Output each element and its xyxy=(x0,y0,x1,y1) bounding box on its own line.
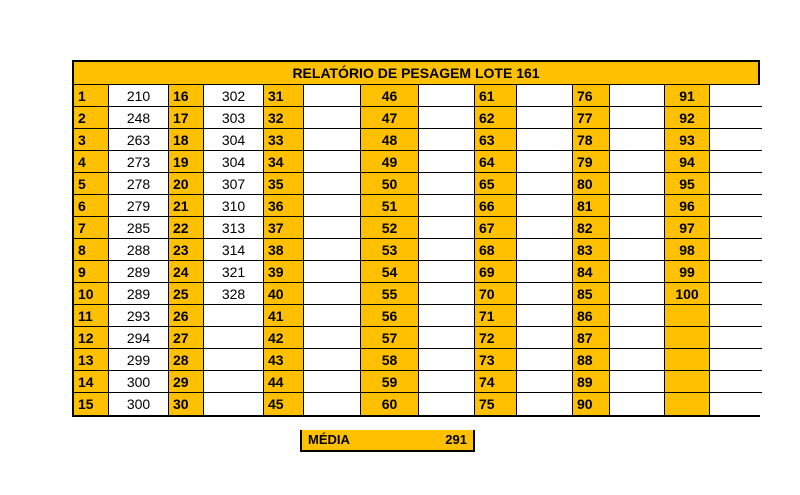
animal-number-cell: 75 xyxy=(475,393,517,415)
weight-cell xyxy=(419,151,475,173)
animal-number-cell: 82 xyxy=(573,217,610,239)
animal-number-cell: 53 xyxy=(361,239,419,261)
weight-cell xyxy=(304,393,361,415)
weight-cell xyxy=(204,393,264,415)
animal-number-cell: 44 xyxy=(264,371,304,393)
weight-cell xyxy=(517,173,573,195)
weight-cell: 321 xyxy=(204,261,264,283)
weight-cell: 263 xyxy=(109,129,169,151)
column-group-2 xyxy=(169,85,264,415)
animal-number-cell: 52 xyxy=(361,217,419,239)
weight-cell xyxy=(710,261,762,283)
weight-cell xyxy=(610,151,665,173)
weight-cell xyxy=(610,85,665,107)
animal-number-cell: 46 xyxy=(361,85,419,107)
weight-column xyxy=(304,85,361,415)
animal-number-cell: 78 xyxy=(573,129,610,151)
weight-cell xyxy=(517,107,573,129)
animal-number-column xyxy=(361,85,419,415)
average-value: 291 xyxy=(445,432,467,447)
column-group-4 xyxy=(361,85,475,415)
animal-number-cell: 36 xyxy=(264,195,304,217)
animal-number-cell: 64 xyxy=(475,151,517,173)
animal-number-cell: 62 xyxy=(475,107,517,129)
weight-cell xyxy=(419,393,475,415)
weight-cell: 304 xyxy=(204,151,264,173)
weight-cell xyxy=(304,195,361,217)
animal-number-cell: 60 xyxy=(361,393,419,415)
animal-number-cell: 34 xyxy=(264,151,304,173)
weight-cell xyxy=(610,239,665,261)
animal-number-cell: 68 xyxy=(475,239,517,261)
weight-cell xyxy=(610,327,665,349)
weight-column xyxy=(710,85,762,415)
weight-cell xyxy=(517,239,573,261)
weight-cell xyxy=(610,349,665,371)
weight-cell: 278 xyxy=(109,173,169,195)
weight-column xyxy=(204,85,264,415)
animal-number-cell: 42 xyxy=(264,327,304,349)
weight-cell: 289 xyxy=(109,283,169,305)
weight-cell xyxy=(419,283,475,305)
animal-number-cell: 93 xyxy=(665,129,710,151)
weight-cell: 307 xyxy=(204,173,264,195)
weight-cell: 299 xyxy=(109,349,169,371)
animal-number-cell: 17 xyxy=(169,107,204,129)
animal-number-cell: 72 xyxy=(475,327,517,349)
weight-cell xyxy=(304,173,361,195)
animal-number-cell: 40 xyxy=(264,283,304,305)
animal-number-cell: 97 xyxy=(665,217,710,239)
weight-cell xyxy=(304,129,361,151)
animal-number-cell: 39 xyxy=(264,261,304,283)
weight-cell xyxy=(204,327,264,349)
animal-number-cell: 49 xyxy=(361,151,419,173)
animal-number-cell: 87 xyxy=(573,327,610,349)
weight-column xyxy=(419,85,475,415)
column-group-3 xyxy=(264,85,361,415)
animal-number-cell: 29 xyxy=(169,371,204,393)
animal-number-cell: 77 xyxy=(573,107,610,129)
animal-number-cell: 86 xyxy=(573,305,610,327)
animal-number-cell: 98 xyxy=(665,239,710,261)
animal-number-cell: 33 xyxy=(264,129,304,151)
weight-cell: 314 xyxy=(204,239,264,261)
weight-cell xyxy=(419,85,475,107)
animal-number-cell: 76 xyxy=(573,85,610,107)
animal-number-cell: 1 xyxy=(74,85,109,107)
animal-number-cell: 22 xyxy=(169,217,204,239)
animal-number-cell: 28 xyxy=(169,349,204,371)
weight-cell xyxy=(419,107,475,129)
weight-cell xyxy=(610,283,665,305)
weight-cell xyxy=(304,283,361,305)
report-title: RELATÓRIO DE PESAGEM LOTE 161 xyxy=(74,62,758,85)
animal-number-cell: 94 xyxy=(665,151,710,173)
weight-cell xyxy=(710,173,762,195)
animal-number-cell: 65 xyxy=(475,173,517,195)
weight-cell xyxy=(610,305,665,327)
weight-grid xyxy=(74,85,758,415)
animal-number-cell: 73 xyxy=(475,349,517,371)
animal-number-cell: 10 xyxy=(74,283,109,305)
weight-cell: 285 xyxy=(109,217,169,239)
animal-number-cell: 54 xyxy=(361,261,419,283)
weight-cell: 279 xyxy=(109,195,169,217)
animal-number-cell: 25 xyxy=(169,283,204,305)
animal-number-cell: 2 xyxy=(74,107,109,129)
animal-number-cell: 79 xyxy=(573,151,610,173)
weight-cell xyxy=(419,371,475,393)
average-box xyxy=(300,430,475,452)
animal-number-cell: 83 xyxy=(573,239,610,261)
weight-cell: 289 xyxy=(109,261,169,283)
animal-number-cell: 16 xyxy=(169,85,204,107)
animal-number-cell: 31 xyxy=(264,85,304,107)
weight-cell xyxy=(610,107,665,129)
animal-number-cell: 8 xyxy=(74,239,109,261)
animal-number-cell: 19 xyxy=(169,151,204,173)
weight-cell xyxy=(517,349,573,371)
weight-cell xyxy=(304,349,361,371)
average-label: MÉDIA xyxy=(308,432,350,447)
animal-number-cell: 38 xyxy=(264,239,304,261)
weight-cell xyxy=(517,217,573,239)
animal-number-cell xyxy=(665,305,710,327)
weight-column xyxy=(109,85,169,415)
animal-number-cell: 15 xyxy=(74,393,109,415)
animal-number-cell: 85 xyxy=(573,283,610,305)
weight-cell xyxy=(419,129,475,151)
animal-number-cell: 7 xyxy=(74,217,109,239)
animal-number-cell: 91 xyxy=(665,85,710,107)
animal-number-column xyxy=(665,85,710,415)
weight-cell: 328 xyxy=(204,283,264,305)
animal-number-cell: 100 xyxy=(665,283,710,305)
weighing-report-table xyxy=(72,60,760,417)
animal-number-cell: 80 xyxy=(573,173,610,195)
animal-number-cell: 3 xyxy=(74,129,109,151)
weight-cell xyxy=(517,283,573,305)
animal-number-cell: 30 xyxy=(169,393,204,415)
weight-cell xyxy=(517,85,573,107)
weight-cell xyxy=(710,327,762,349)
weight-cell xyxy=(710,195,762,217)
weight-cell xyxy=(304,217,361,239)
weight-cell xyxy=(610,195,665,217)
weight-cell xyxy=(710,371,762,393)
animal-number-cell: 95 xyxy=(665,173,710,195)
animal-number-cell: 81 xyxy=(573,195,610,217)
animal-number-cell: 61 xyxy=(475,85,517,107)
animal-number-cell: 92 xyxy=(665,107,710,129)
weight-cell: 302 xyxy=(204,85,264,107)
animal-number-cell: 50 xyxy=(361,173,419,195)
animal-number-cell: 48 xyxy=(361,129,419,151)
animal-number-cell: 69 xyxy=(475,261,517,283)
weight-cell xyxy=(710,239,762,261)
animal-number-cell: 41 xyxy=(264,305,304,327)
weight-cell xyxy=(419,305,475,327)
weight-cell xyxy=(419,195,475,217)
animal-number-column xyxy=(74,85,109,415)
weight-column xyxy=(517,85,573,415)
weight-cell: 303 xyxy=(204,107,264,129)
weight-cell xyxy=(710,151,762,173)
weight-cell xyxy=(517,195,573,217)
animal-number-cell: 55 xyxy=(361,283,419,305)
weight-cell xyxy=(517,129,573,151)
animal-number-cell: 27 xyxy=(169,327,204,349)
weight-cell xyxy=(419,349,475,371)
animal-number-cell: 57 xyxy=(361,327,419,349)
animal-number-cell xyxy=(665,371,710,393)
weight-cell xyxy=(710,107,762,129)
animal-number-cell: 24 xyxy=(169,261,204,283)
weight-cell xyxy=(610,371,665,393)
weight-cell: 310 xyxy=(204,195,264,217)
weight-cell xyxy=(204,349,264,371)
weight-cell xyxy=(304,151,361,173)
animal-number-cell: 90 xyxy=(573,393,610,415)
weight-cell xyxy=(419,327,475,349)
weight-cell xyxy=(419,261,475,283)
animal-number-cell: 88 xyxy=(573,349,610,371)
weight-cell xyxy=(710,393,762,415)
weight-cell: 300 xyxy=(109,393,169,415)
weight-cell xyxy=(304,239,361,261)
weight-cell xyxy=(517,151,573,173)
weight-cell xyxy=(304,261,361,283)
weight-cell xyxy=(204,305,264,327)
weight-cell xyxy=(304,371,361,393)
animal-number-cell: 51 xyxy=(361,195,419,217)
animal-number-cell: 37 xyxy=(264,217,304,239)
weight-cell xyxy=(419,173,475,195)
animal-number-cell xyxy=(665,349,710,371)
animal-number-cell: 12 xyxy=(74,327,109,349)
weight-cell xyxy=(304,305,361,327)
weight-cell xyxy=(710,305,762,327)
animal-number-cell: 9 xyxy=(74,261,109,283)
animal-number-cell: 13 xyxy=(74,349,109,371)
weight-cell xyxy=(517,327,573,349)
animal-number-cell: 63 xyxy=(475,129,517,151)
weight-cell xyxy=(710,129,762,151)
weight-cell: 304 xyxy=(204,129,264,151)
weight-cell: 313 xyxy=(204,217,264,239)
animal-number-cell: 59 xyxy=(361,371,419,393)
animal-number-cell: 43 xyxy=(264,349,304,371)
column-group-7 xyxy=(665,85,762,415)
weight-cell xyxy=(204,371,264,393)
animal-number-cell: 6 xyxy=(74,195,109,217)
weight-cell xyxy=(610,217,665,239)
animal-number-cell: 74 xyxy=(475,371,517,393)
weight-column xyxy=(610,85,665,415)
animal-number-cell: 26 xyxy=(169,305,204,327)
column-group-1 xyxy=(74,85,169,415)
animal-number-cell: 71 xyxy=(475,305,517,327)
animal-number-cell: 47 xyxy=(361,107,419,129)
animal-number-cell: 5 xyxy=(74,173,109,195)
weight-cell: 293 xyxy=(109,305,169,327)
weight-cell xyxy=(610,261,665,283)
animal-number-column xyxy=(169,85,204,415)
weight-cell xyxy=(710,85,762,107)
animal-number-cell: 58 xyxy=(361,349,419,371)
column-group-5 xyxy=(475,85,573,415)
animal-number-cell: 89 xyxy=(573,371,610,393)
animal-number-cell: 32 xyxy=(264,107,304,129)
animal-number-cell: 99 xyxy=(665,261,710,283)
animal-number-cell: 45 xyxy=(264,393,304,415)
weight-cell xyxy=(710,283,762,305)
animal-number-cell: 4 xyxy=(74,151,109,173)
animal-number-cell xyxy=(665,327,710,349)
weight-cell xyxy=(517,393,573,415)
weight-cell xyxy=(610,393,665,415)
animal-number-cell: 11 xyxy=(74,305,109,327)
weight-cell xyxy=(304,327,361,349)
animal-number-cell: 21 xyxy=(169,195,204,217)
weight-cell xyxy=(610,173,665,195)
animal-number-cell: 56 xyxy=(361,305,419,327)
animal-number-column xyxy=(475,85,517,415)
weight-cell: 248 xyxy=(109,107,169,129)
weight-cell xyxy=(517,371,573,393)
animal-number-cell: 84 xyxy=(573,261,610,283)
animal-number-cell: 18 xyxy=(169,129,204,151)
animal-number-cell: 20 xyxy=(169,173,204,195)
weight-cell xyxy=(304,107,361,129)
weight-cell xyxy=(710,349,762,371)
weight-cell xyxy=(517,305,573,327)
weight-cell xyxy=(304,85,361,107)
weight-cell: 288 xyxy=(109,239,169,261)
weight-cell xyxy=(610,129,665,151)
weight-cell xyxy=(419,217,475,239)
weight-cell: 210 xyxy=(109,85,169,107)
weight-cell: 273 xyxy=(109,151,169,173)
animal-number-cell: 23 xyxy=(169,239,204,261)
weight-cell xyxy=(517,261,573,283)
animal-number-cell xyxy=(665,393,710,415)
weight-cell xyxy=(419,239,475,261)
animal-number-cell: 66 xyxy=(475,195,517,217)
animal-number-cell: 67 xyxy=(475,217,517,239)
weight-cell: 294 xyxy=(109,327,169,349)
weight-cell xyxy=(710,217,762,239)
animal-number-cell: 14 xyxy=(74,371,109,393)
column-group-6 xyxy=(573,85,665,415)
animal-number-column xyxy=(573,85,610,415)
animal-number-cell: 35 xyxy=(264,173,304,195)
animal-number-cell: 70 xyxy=(475,283,517,305)
animal-number-cell: 96 xyxy=(665,195,710,217)
animal-number-column xyxy=(264,85,304,415)
weight-cell: 300 xyxy=(109,371,169,393)
